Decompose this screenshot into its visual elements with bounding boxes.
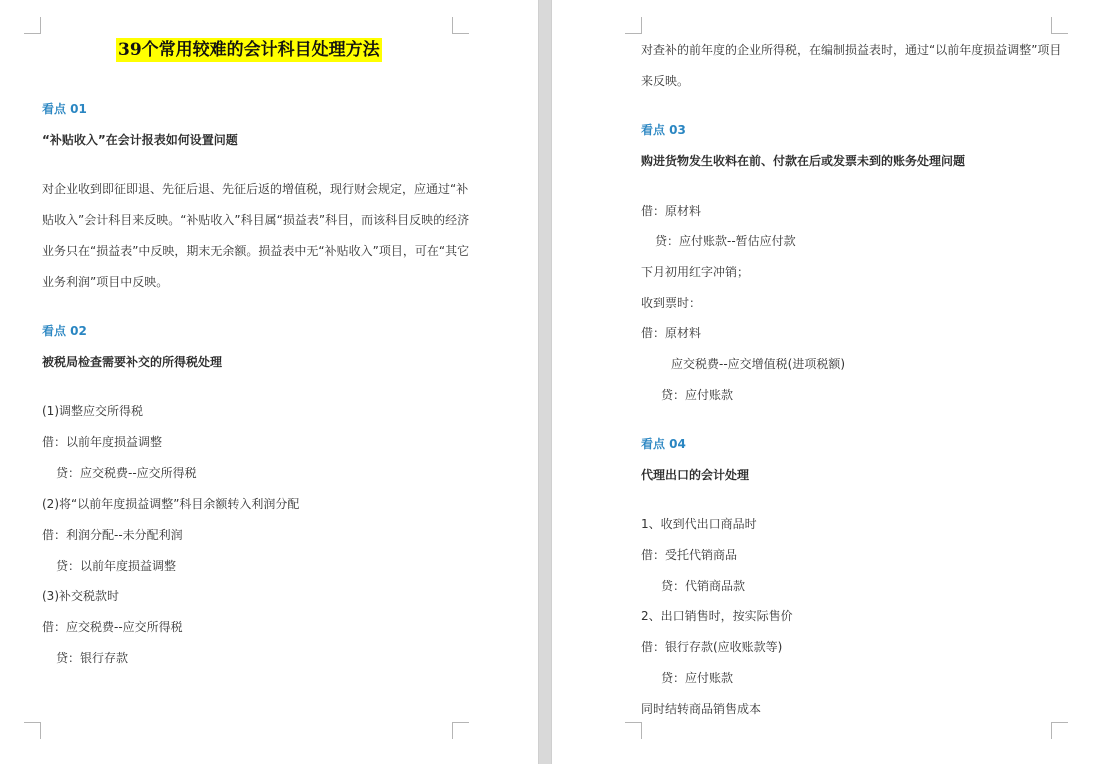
section-label: 看点 04 (641, 437, 686, 451)
entry-line: 借：受托代销商品 (641, 548, 738, 562)
entry-line: 借：原材料 (641, 326, 702, 340)
entry-line: 1、收到代出口商品时 (641, 517, 757, 531)
paragraph-line: 业务利润”项目中反映。 (42, 275, 169, 289)
entry-line: 贷：应交税费--应交所得税 (56, 466, 197, 480)
corner-mark-top-right (452, 17, 469, 34)
section-heading: “补贴收入”在会计报表如何设置问题 (42, 133, 238, 147)
entry-line: 贷：代销商品款 (661, 579, 746, 593)
right-page (552, 0, 1100, 764)
section-label: 看点 02 (42, 324, 87, 338)
document-title: 39个常用较难的会计科目处理方法 (118, 40, 380, 60)
entry-line: 借：原材料 (641, 204, 702, 218)
entry-line: 收到票时： (641, 296, 702, 310)
entry-line: 2、出口销售时，按实际售价 (641, 609, 793, 623)
page-gutter (538, 0, 552, 764)
entry-line: 同时结转商品销售成本 (641, 702, 762, 716)
entry-line: (2)将“以前年度损益调整”科目余额转入利润分配 (42, 497, 300, 511)
entry-line: 借：应交税费--应交所得税 (42, 620, 183, 634)
entry-line: (3)补交税款时 (42, 589, 119, 603)
entry-line: 贷：银行存款 (56, 651, 129, 665)
section-heading: 被税局检查需要补交的所得税处理 (42, 355, 223, 369)
corner-mark-top-left (625, 17, 642, 34)
paragraph-line: 业务只在“损益表”中反映，期末无余额。损益表中无“补贴收入”项目，可在“其它 (42, 244, 470, 258)
entry-line: 贷：应付账款 (661, 388, 734, 402)
corner-mark-bottom-left (24, 722, 41, 739)
paragraph-line: 来反映。 (641, 74, 690, 88)
entry-line: 借：利润分配--未分配利润 (42, 528, 183, 542)
section-label: 看点 03 (641, 123, 686, 137)
entry-line: 应交税费--应交增值税(进项税额) (671, 357, 846, 371)
entry-line: 贷：应付账款--暂估应付款 (655, 234, 796, 248)
corner-mark-top-left (24, 17, 41, 34)
corner-mark-bottom-right (452, 722, 469, 739)
corner-mark-bottom-right (1051, 722, 1068, 739)
section-heading: 购进货物发生收料在前、付款在后或发票未到的账务处理问题 (641, 154, 966, 168)
entry-line: 贷：应付账款 (661, 671, 734, 685)
entry-line: 下月初用红字冲销； (641, 265, 750, 279)
paragraph-line: 对企业收到即征即退、先征后退、先征后返的增值税，现行财会规定，应通过“补 (42, 182, 469, 196)
paragraph-line: 对查补的前年度的企业所得税，在编制损益表时，通过“以前年度损益调整”项目 (641, 43, 1062, 57)
left-page (0, 0, 538, 764)
section-label: 看点 01 (42, 102, 87, 116)
corner-mark-bottom-left (625, 722, 642, 739)
entry-line: 借：以前年度损益调整 (42, 435, 163, 449)
entry-line: (1)调整应交所得税 (42, 404, 143, 418)
paragraph-line: 贴收入”会计科目来反映。“补贴收入”科目属“损益表”科目，而该科目反映的经济 (42, 213, 470, 227)
entry-line: 贷：以前年度损益调整 (56, 559, 177, 573)
entry-line: 借：银行存款(应收账款等) (641, 640, 783, 654)
corner-mark-top-right (1051, 17, 1068, 34)
section-heading: 代理出口的会计处理 (641, 468, 750, 482)
